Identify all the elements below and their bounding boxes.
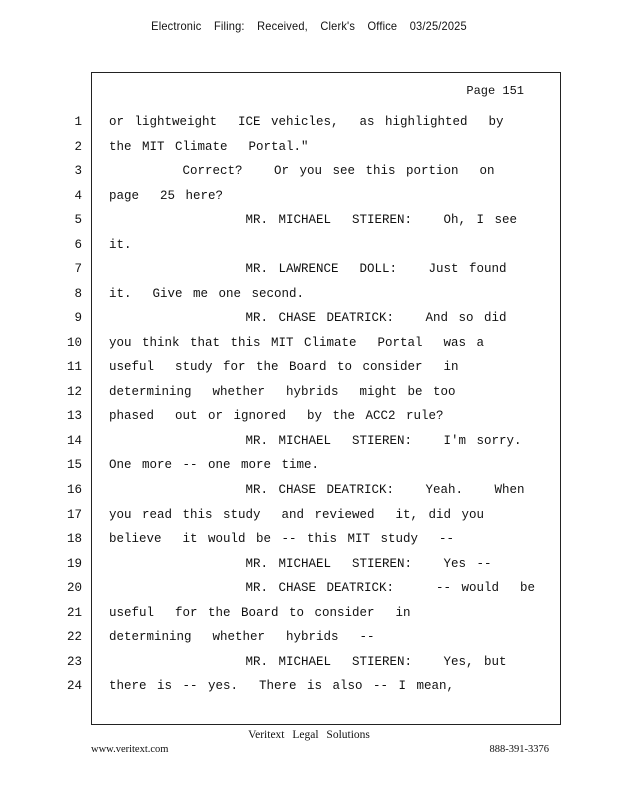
header-word: Office: [367, 19, 398, 33]
transcript-line: useful study for the Board to consider in: [109, 360, 459, 375]
line-number: 22: [66, 630, 82, 645]
transcript-line: believe it would be -- this MIT study --: [109, 532, 455, 547]
line-number: 20: [66, 581, 82, 596]
line-number: 24: [66, 679, 82, 694]
transcript-line: it.: [109, 237, 132, 252]
line-number: 13: [66, 409, 82, 424]
line-number: 10: [66, 335, 82, 350]
transcript-line: MR. MICHAEL STIEREN: Yes --: [109, 556, 492, 571]
line-number: 17: [66, 507, 82, 522]
transcript-line: page 25 here?: [109, 188, 224, 203]
header-word: Electronic: [151, 19, 202, 33]
line-number-column: [56, 110, 82, 699]
transcript-text-column: [109, 110, 549, 699]
line-number: 16: [66, 482, 82, 497]
line-number: 5: [74, 213, 82, 228]
header-word: Filing:: [213, 19, 245, 33]
line-number: 8: [74, 286, 82, 301]
transcript-line: MR. CHASE DEATRICK: Yeah. When: [109, 482, 525, 497]
transcript-line: One more -- one more time.: [109, 458, 320, 473]
line-number: 9: [74, 311, 82, 326]
line-number: 11: [66, 360, 82, 375]
line-number: 19: [66, 556, 82, 571]
line-number: 23: [66, 654, 82, 669]
header-word: Received,: [257, 19, 308, 33]
transcript-line: MR. CHASE DEATRICK: -- would be: [109, 581, 536, 596]
transcript-line: useful for the Board to consider in: [109, 605, 411, 620]
footer-phone: 888-391-3376: [489, 744, 549, 755]
line-number: 6: [74, 237, 82, 252]
transcript-line: the MIT Climate Portal.": [109, 139, 309, 154]
transcript-line: determining whether hybrids might be too: [109, 384, 456, 399]
header-word: Clerk's: [320, 19, 356, 33]
line-number: 1: [74, 115, 82, 129]
transcript-line: MR. MICHAEL STIEREN: Oh, I see: [109, 213, 518, 228]
line-number: 4: [74, 188, 82, 203]
transcript-line: or lightweight ICE vehicles, as highlighted by: [109, 115, 504, 129]
transcript-line: it. Give me one second.: [109, 286, 305, 301]
line-number: 15: [66, 458, 82, 473]
page-number: Page 151: [466, 84, 524, 98]
footer-website: www.veritext.com: [91, 744, 169, 755]
transcript-line: you read this study and reviewed it, did you: [109, 507, 485, 522]
line-number: 21: [66, 605, 82, 620]
line-number: 12: [66, 384, 82, 399]
transcript-line: MR. MICHAEL STIEREN: Yes, but: [109, 654, 507, 669]
transcript-line: determining whether hybrids --: [109, 630, 375, 645]
line-number: 3: [74, 164, 82, 179]
footer-company: Veritext Legal Solutions: [248, 729, 370, 741]
transcript-line: there is -- yes. There is also -- I mean,: [109, 679, 455, 694]
header-date: 03/25/2025: [409, 19, 467, 33]
transcript-line: Correct? Or you see this portion on: [109, 164, 495, 179]
line-number: 14: [66, 433, 82, 448]
line-number: 7: [74, 262, 82, 277]
line-number: 2: [74, 139, 82, 154]
transcript-line: phased out or ignored by the ACC2 rule?: [109, 409, 444, 424]
transcript-line: MR. MICHAEL STIEREN: I'm sorry.: [109, 433, 522, 448]
line-number: 18: [66, 532, 82, 547]
transcript-line: MR. LAWRENCE DOLL: Just found: [109, 262, 507, 277]
filing-stamp-header: [25, 19, 594, 33]
transcript-line: you think that this MIT Climate Portal was a: [109, 335, 485, 350]
transcript-line: MR. CHASE DEATRICK: And so did: [109, 311, 507, 326]
